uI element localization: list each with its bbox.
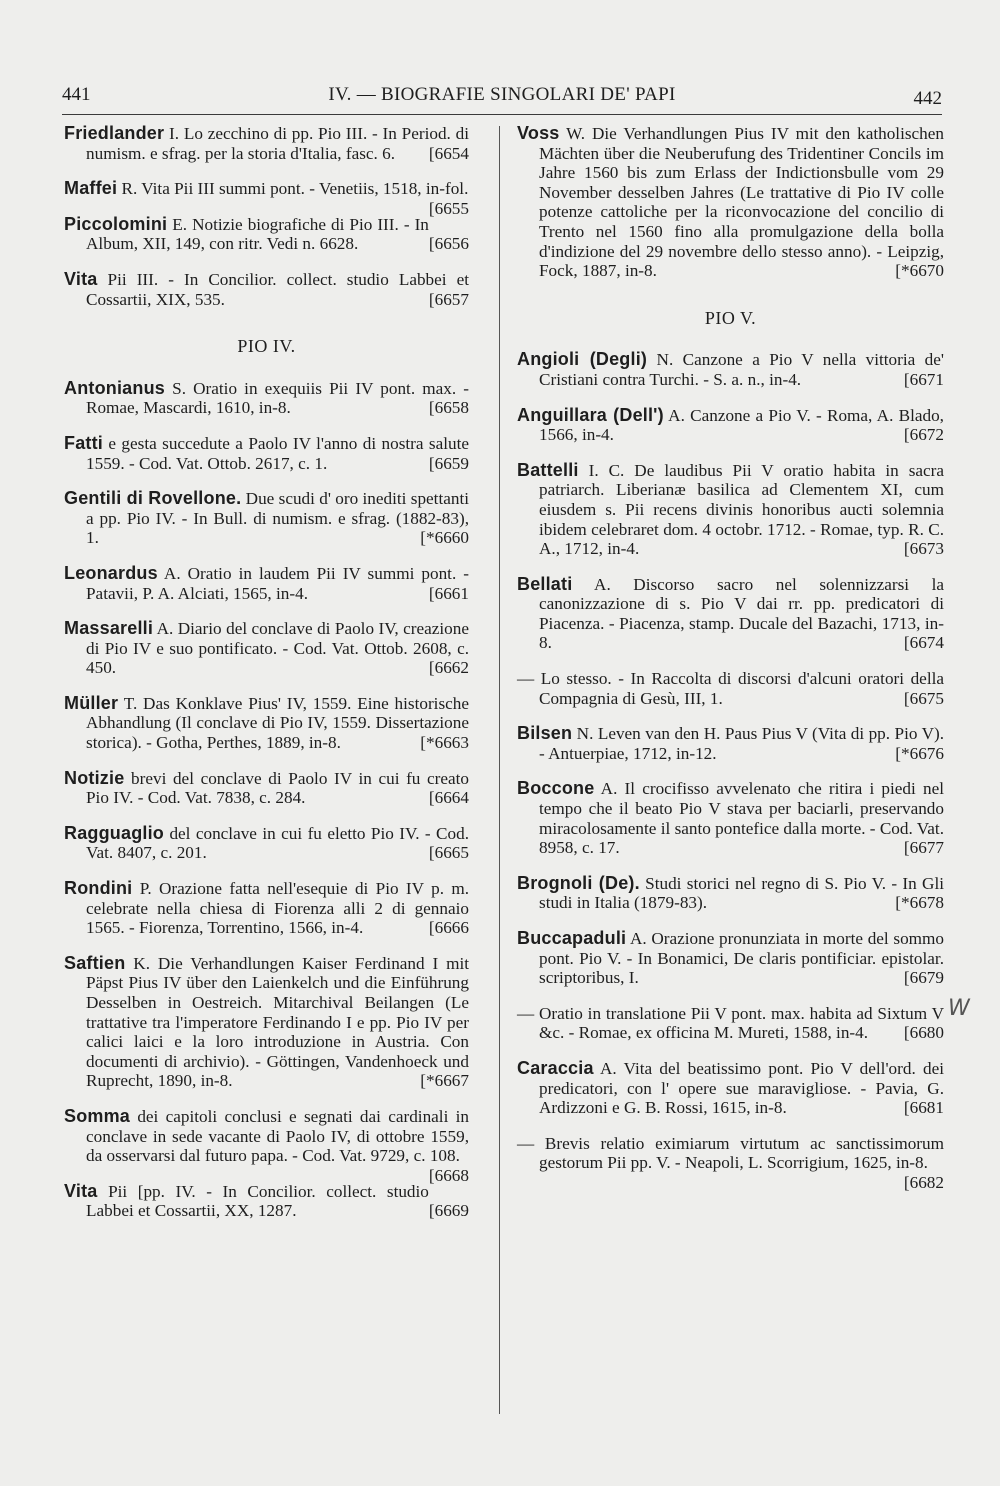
- entry-number: [6680: [903, 1023, 944, 1043]
- entry-number: [6681: [903, 1098, 944, 1118]
- entry-author: Saftien: [64, 952, 126, 973]
- entry-number: [*6670: [895, 261, 944, 281]
- entry-6665: [64, 824, 469, 863]
- entry-author: Angioli (Degli): [517, 349, 648, 370]
- entry-text: A. Orazione pronunziata in morte del sommo pont. Pio V. - In Bonamici, De claris pontificiar. epistolar. scriptoribus, I.: [539, 929, 944, 988]
- entry-number: [*6678: [895, 893, 944, 913]
- entry-text: S. Oratio in exequiis Pii IV pont. max. - Romae, Mascardi, 1610, in-8.: [86, 378, 470, 418]
- header-rule: [62, 114, 942, 115]
- entry-number: [*6667: [420, 1071, 469, 1091]
- entry-number: [6679: [903, 968, 944, 988]
- entry-author: Maffei: [64, 178, 118, 199]
- entry-text: I. Lo zecchino di pp. Pio III. - In Period. di numism. e sfrag. per la storia d'Italia, fasc. 6.: [86, 124, 469, 163]
- entry-text: I. C. De laudibus Pii V oratio habita in sacra patriarch. Liberianæ basilica ad Clementem XI, cum eiusdem s. Pii recens divinis honoribus aucti solemnia ibidem celebraret dom. 4 octobr. 1712. - Romae, typ. R. C. A., 1712, in-4.: [539, 460, 945, 559]
- entry-author: Vita: [64, 1180, 98, 1201]
- entry-text: del conclave in cui fu eletto Pio IV. - Cod. Vat. 8407, c. 201.: [86, 823, 470, 863]
- entry-author: Leonardus: [64, 562, 158, 583]
- left-column: [64, 124, 469, 1237]
- entry-author: Antonianus: [64, 377, 165, 398]
- entry-text: — Brevis relatio eximiarum virtutum ac sanctissimorum gestorum Pii pp. V. - Neapoli, L. Scorrigium, 1625, in-8.: [517, 1133, 944, 1173]
- entry-author: Ragguaglio: [64, 822, 164, 843]
- entry-6655: [64, 178, 469, 218]
- entry-text: dei capitoli conclusi e segnati dai cardinali in conclave in sede vacante di Paolo IV, di ottobre 1559, da osservarsi dal futuro papa. - Cod. Vat. 9729, c. 108.: [86, 1106, 470, 1166]
- entry-text: K. Die Verhandlungen Kaiser Ferdinand I mit Päpst Pius IV über den Laienkelch und die Einführung Desselben in Oestreich. Mitarchival Beilangen (Le trattative tra l'imperatore Ferdinando I e pp. Pio IV per calici laici e la loro introduzione in Austria. Con documenti di archivio). - Göttingen, Vandenhoeck und Ruprecht, 1890, in-8.: [86, 953, 469, 1091]
- entry-number: [*6676: [895, 743, 944, 763]
- entry-6662: [64, 619, 469, 678]
- entry-number: [6664: [428, 788, 469, 808]
- entry-author: Friedlander: [64, 123, 165, 143]
- entry-6672: [517, 406, 944, 445]
- entry-text: N. Leven van den H. Paus Pius V (Vita di pp. Pio V). - Antuerpiae, 1712, in-12.: [539, 724, 945, 763]
- book-page: [62, 74, 945, 1454]
- entry-author: Vita: [64, 268, 98, 289]
- right-column: [517, 124, 944, 1193]
- entry-text: A. Vita del beatissimo pont. Pio V dell'ord. dei predicatori, con l' opere sue maravigliose. - Pavia, G. Ardizzoni e G. B. Rossi, 1615, in-8.: [539, 1058, 944, 1118]
- entry-number: [6656: [428, 234, 469, 254]
- entry-text: N. Canzone a Pio V nella vittoria de' Cristiani contra Turchi. - S. a. n., in-4.: [539, 350, 944, 389]
- entry-author: Bilsen: [517, 723, 573, 744]
- entry-author: Rondini: [64, 878, 133, 899]
- entry-text: A. Il crocifisso avvelenato che ritira i piedi nel tempo che il beato Pio V stava per baciarli, preservando miracolosamente il santo pontefice dalla morte. - Cod. Vat. 8958, c. 17.: [539, 779, 944, 858]
- entry-6673: [517, 461, 944, 559]
- entry-number: [6677: [903, 838, 944, 858]
- column-divider: [499, 126, 500, 1414]
- entry-author: Piccolomini: [64, 213, 168, 234]
- entry-text: A. Canzone a Pio V. - Roma, A. Blado, 1566, in-4.: [539, 405, 944, 445]
- entry-number: [6675: [903, 688, 944, 708]
- entry-6678: [517, 874, 944, 913]
- entry-author: Notizie: [64, 767, 125, 788]
- entry-number: [6682: [903, 1172, 944, 1192]
- entry-text: Studi storici nel regno di S. Pio V. - In Gli studi in Italia (1879-83).: [539, 873, 945, 913]
- entry-text: W. Die Verhandlungen Pius IV mit den katholischen Mächten über die Neuberufung des Tridentiner Concils im Jahre 1560 bis zum Erlass der Indictionsbulle vom 29 November desselben Jahres (Le trattative di Pio IV colle potenze cattoliche per la riconvocazione del concilio di Trento nel 1560 fino alla promulgazione della bolla d'indizione del 29 novembre dello stesso anno). - Leipzig, Fock, 1887, in-8.: [539, 124, 944, 281]
- entry-text: e gesta succedute a Paolo IV l'anno di nostra salute 1559. - Cod. Vat. Ottob. 2617, c. 1.: [86, 433, 470, 473]
- entry-6667: [64, 954, 469, 1091]
- entry-number: [6657: [428, 289, 469, 309]
- entry-number: [6673: [903, 539, 944, 559]
- entry-number: [6665: [428, 843, 469, 863]
- entry-6674: [517, 575, 944, 653]
- section-heading: PIO IV.: [237, 336, 296, 357]
- entry-number: [6654: [428, 143, 469, 163]
- entry-number: [6671: [903, 369, 944, 389]
- entry-text: Pii III. - In Concilior. collect. studio Labbei et Cossartii, XIX, 535.: [86, 269, 470, 309]
- page-number-right: 442: [913, 88, 942, 109]
- entry-6680: [517, 1004, 944, 1043]
- entry-6668: [64, 1105, 470, 1185]
- entry-text: R. Vita Pii III summi pont. - Venetiis, 1518, in-fol.: [121, 179, 469, 199]
- entry-number: [6662: [428, 658, 469, 678]
- entry-number: [6658: [428, 398, 469, 418]
- entry-number: [6674: [903, 633, 944, 653]
- entry-6658: [64, 379, 469, 418]
- entry-text: Pii [pp. IV. - In Concilior. collect. studio Labbei et Cossartii, XX, 1287.: [86, 1181, 429, 1221]
- entry-number: [6668: [428, 1165, 469, 1185]
- entry-6671: [517, 350, 944, 389]
- page-number-left: 441: [62, 84, 91, 105]
- entry-6663: [64, 694, 469, 753]
- entry-number: [6659: [428, 453, 469, 473]
- entry-author: Caraccia: [517, 1057, 594, 1078]
- entry-text: — Lo stesso. - In Raccolta di discorsi d'alcuni oratori della Compagnia di Gesù, III, 1.: [517, 669, 944, 708]
- entry-text: A. Discorso sacro nel solennizzarsi la canonizzazione di s. Pio V dai rr. pp. predicatori di Piacenza. - Piacenza, stamp. Ducale del Bazachi, 1713, in-8.: [539, 574, 944, 653]
- entry-text: brevi del conclave di Paolo IV in cui fu creato Pio IV. - Cod. Vat. 7838, c. 284.: [86, 768, 470, 808]
- entry-number: [*6663: [420, 733, 469, 753]
- entry-number: [6661: [428, 583, 469, 603]
- entry-author: Battelli: [517, 459, 579, 480]
- entry-6681: [517, 1059, 944, 1118]
- entry-6677: [517, 779, 944, 857]
- entry-author: Müller: [64, 692, 119, 713]
- entry-author: Somma: [64, 1105, 131, 1126]
- entry-author: Anguillara (Dell'): [517, 404, 664, 425]
- entry-6679: [517, 929, 944, 988]
- entry-6670: [517, 124, 944, 281]
- handwritten-margin-note: W: [948, 996, 970, 1021]
- entry-author: Boccone: [517, 778, 595, 799]
- entry-text: A. Oratio in laudem Pii IV summi pont. - Patavii, P. A. Alciati, 1565, in-4.: [86, 563, 469, 603]
- running-title: IV. — BIOGRAFIE SINGOLARI DE' PAPI: [328, 84, 676, 105]
- entry-6654: [64, 124, 469, 163]
- entry-number: [6672: [903, 425, 944, 445]
- entry-author: Gentili di Rovellone.: [64, 488, 242, 509]
- entry-6669: [64, 1182, 469, 1221]
- entry-text: A. Diario del conclave di Paolo IV, creazione di Pio IV e suo pontificato. - Cod. Vat. Ottob. 2608, c. 450.: [86, 619, 469, 678]
- entry-6675: [517, 669, 944, 708]
- entry-author: Buccapaduli: [517, 928, 627, 948]
- entry-text: P. Orazione fatta nell'esequie di Pio IV p. m. celebrate nella chiesa di Fiorenza alli 2 di gennaio 1565. - Fiorenza, Torrentino, 1566, in-4.: [86, 879, 469, 938]
- entry-author: Voss: [517, 123, 560, 143]
- section-heading: PIO V.: [704, 307, 757, 328]
- entry-author: Fatti: [64, 432, 103, 453]
- entry-6657: [64, 270, 469, 309]
- entry-text: T. Das Konklave Pius' IV, 1559. Eine historische Abhandlung (Il conclave di Pio IV, 1559. Dissertazione storica). - Gotha, Perthes, 1889, in-8.: [86, 693, 469, 753]
- entry-number: [6655: [428, 198, 469, 218]
- entry-6666: [64, 879, 469, 938]
- entry-6676: [517, 724, 944, 763]
- entry-author: Massarelli: [64, 618, 154, 639]
- entry-6664: [64, 769, 469, 808]
- entry-text: E. Notizie biografiche di Pio III. - In Album, XII, 149, con ritr. Vedi n. 6628.: [86, 214, 429, 254]
- entry-6660: [64, 489, 469, 548]
- entry-author: Bellati: [517, 573, 573, 594]
- entry-text: — Oratio in translatione Pii V pont. max. habita ad Sixtum V &c. - Romae, ex officina M. Mureti, 1588, in-4.: [517, 1003, 944, 1043]
- entry-text: Due scudi d' oro inediti spettanti a pp. Pio IV. - In Bull. di numism. e sfrag. (1882-83), 1.: [86, 489, 470, 548]
- running-header: [62, 80, 942, 112]
- entry-number: [*6660: [420, 528, 469, 548]
- entry-6682: [517, 1133, 944, 1192]
- entry-6661: [64, 564, 469, 603]
- entry-6659: [64, 434, 469, 473]
- entry-author: Brognoli (De).: [517, 872, 640, 893]
- entry-number: [6669: [428, 1201, 469, 1221]
- entry-6656: [64, 215, 469, 254]
- entry-number: [6666: [428, 918, 469, 938]
